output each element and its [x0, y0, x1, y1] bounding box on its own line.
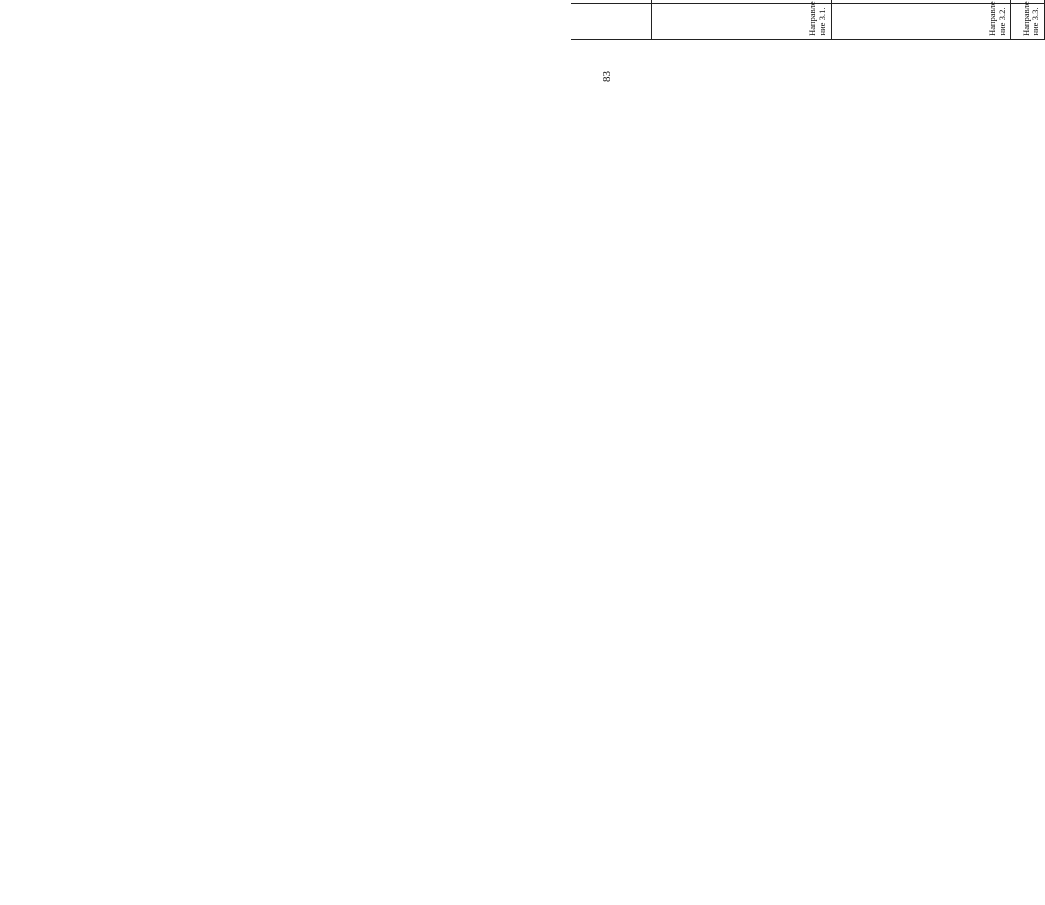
direction-cell: Направле ние 3.2. [831, 4, 1011, 40]
direction-name-cell [571, 0, 652, 4]
rotated-table-wrapper [570, 0, 1045, 40]
table-row [571, 0, 587, 40]
page-number: 83 [601, 71, 613, 82]
direction-name-cell [651, 0, 831, 4]
table-body [571, 0, 1045, 40]
direction-name-cell [831, 0, 1011, 4]
direction-cell: Направле ние 3.3. [1011, 4, 1045, 40]
table-row [1011, 0, 1029, 40]
table-row [831, 0, 849, 40]
budget-table [570, 0, 1045, 40]
table-row [651, 0, 669, 40]
direction-cell: Направле ние 3.1. [651, 4, 831, 40]
direction-cell [571, 4, 652, 40]
